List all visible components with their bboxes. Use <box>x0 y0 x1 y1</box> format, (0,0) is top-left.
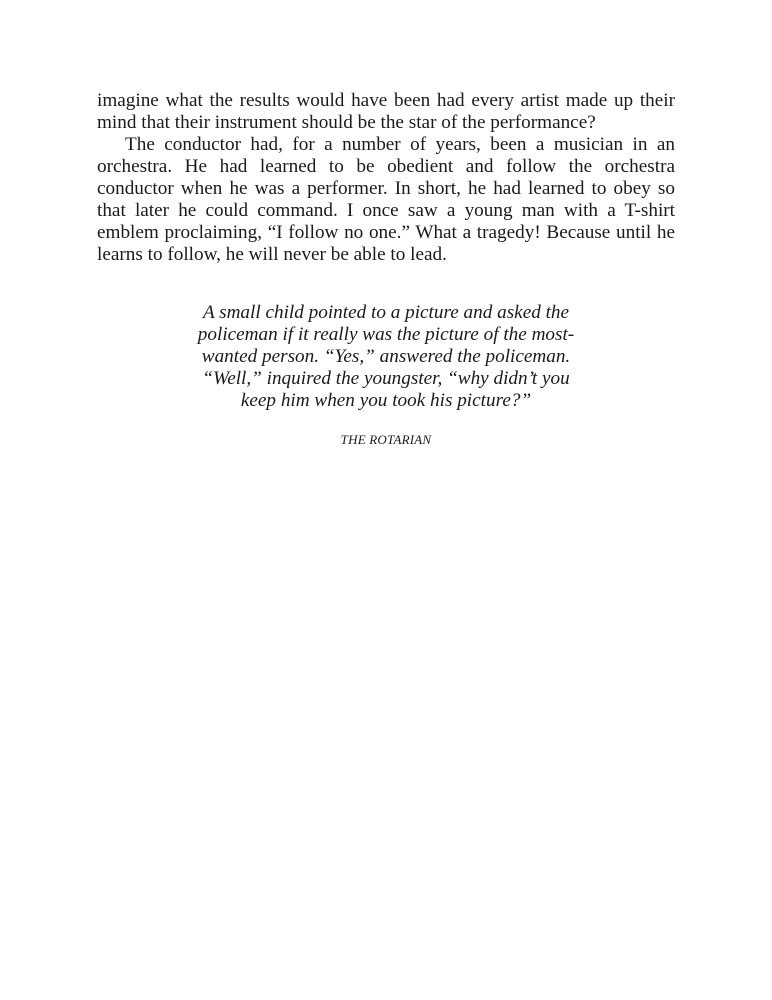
paragraph-continuation: imagine what the results would have been had every artist made up their mind that their instrument should be the star of the performance? <box>97 90 675 133</box>
quote-line: “Well,” inquired the youngster, “why didn’t you <box>202 368 570 389</box>
paragraph-conductor: The conductor had, for a number of years, been a musician in an orchestra. He had learned to be obedient and follow the orchestra conductor when he was a performer. In short, he had learned to obey so that later he could command. I once saw a young man with a T-shirt emblem proclaiming, “I follow no one.” What a tragedy! Because until he learns to follow, he will never be able to lead. <box>97 134 675 265</box>
quote-text <box>180 302 592 412</box>
quote-line: keep him when you took his picture?” <box>240 390 532 411</box>
body-text <box>97 90 675 266</box>
quote-line: policeman if it really was the picture of the most- <box>197 324 575 345</box>
quote-line: wanted person. “Yes,” answered the policeman. <box>201 346 571 367</box>
quote-attribution: THE ROTARIAN <box>340 432 432 447</box>
quote-line: A small child pointed to a picture and asked the <box>202 302 570 323</box>
pull-quote <box>180 302 592 448</box>
